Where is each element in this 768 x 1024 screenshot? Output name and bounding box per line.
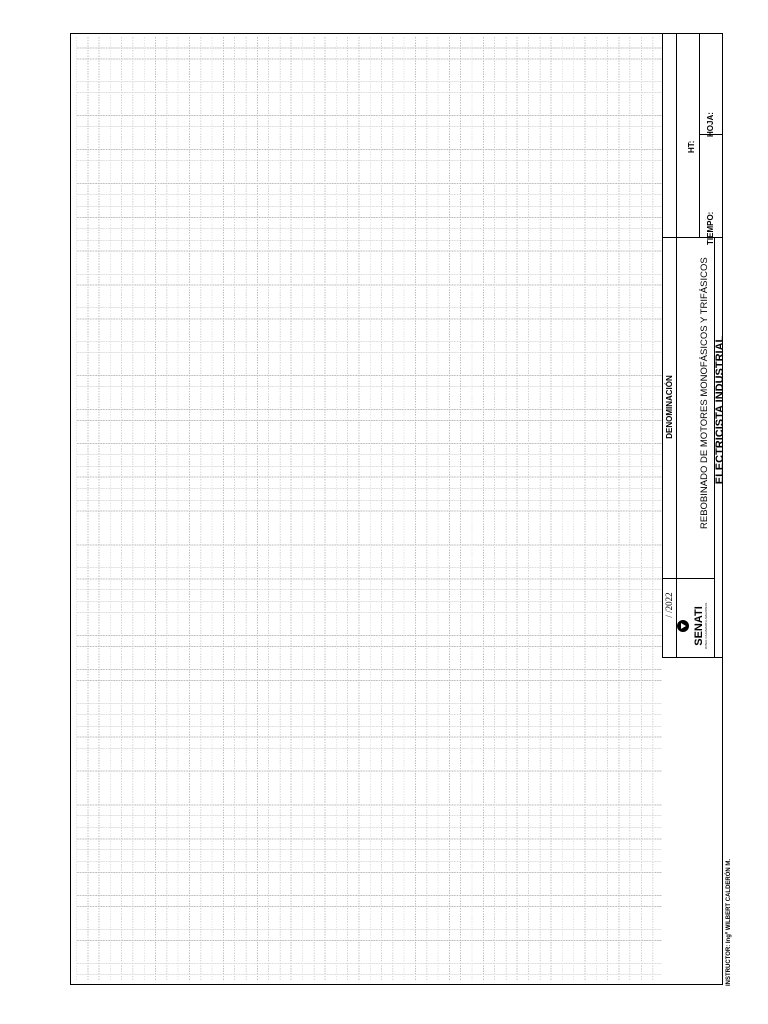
title-block-divider — [662, 578, 715, 579]
graph-paper-grid-dots — [76, 36, 662, 981]
title-block-divider — [676, 33, 677, 658]
logo-caption: ZONAL CAJAMARCA AMAZONAS — [704, 602, 708, 650]
ht-label: HT: — [687, 140, 696, 153]
denomination-header: DENOMINACIÓN — [665, 375, 674, 439]
subject-text: REBOBINADO DE MOTORES MONOFÁSICOS Y TRIFÁSICOS — [699, 257, 710, 529]
hoja-label: HOJA: — [706, 112, 715, 137]
title-block-divider — [699, 33, 700, 237]
date-field: / /2022 — [664, 592, 674, 618]
tiempo-label: TIEMPO: — [706, 211, 715, 245]
specialty-text: ELECTRICISTA INDUSTRIAL — [714, 335, 726, 485]
senati-logo-icon — [674, 601, 718, 651]
senati-logo — [674, 601, 718, 651]
instructor-credit: INSTRUCTOR: Ingº WILBERT CALDERÓN M. — [726, 858, 732, 986]
logo-wordmark: SENATI — [693, 606, 705, 646]
